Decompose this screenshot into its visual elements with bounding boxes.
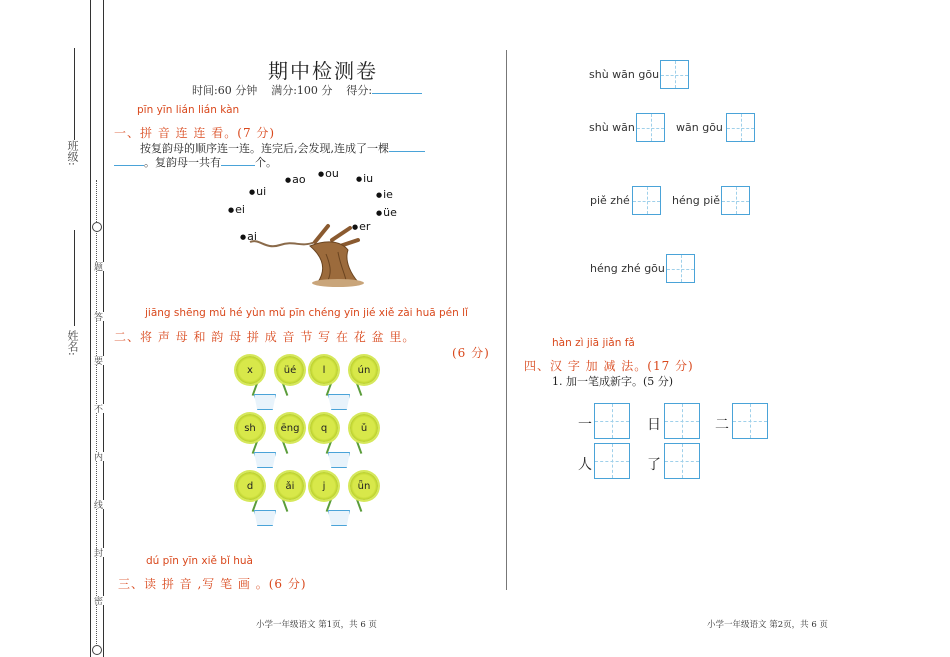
seal-char: 题 xyxy=(92,262,102,271)
stroke-box[interactable] xyxy=(660,60,689,89)
dot-er[interactable]: ● er xyxy=(352,220,370,233)
flower-stem xyxy=(356,382,363,396)
stroke-label: piě zhé xyxy=(590,194,630,207)
flowerpot-vase[interactable] xyxy=(254,510,276,526)
tree-blank[interactable] xyxy=(389,151,425,152)
dot-ui[interactable]: ● ui xyxy=(249,185,266,198)
section2-heading: 二、将 声 母 和 韵 母 拼 成 音 节 写 在 花 盆 里。 xyxy=(114,330,416,344)
answer-box[interactable] xyxy=(664,403,700,439)
flower-stem xyxy=(356,498,363,512)
section2-pinyin: jiāng shēng mǔ hé yùn mǔ pīn chéng yīn jié xiě zài huā pén lǐ xyxy=(145,307,468,319)
time-label: 时间:60 分钟 xyxy=(192,84,258,97)
flower-letter: ǖn xyxy=(350,472,378,500)
got-label: 得分: xyxy=(346,84,373,97)
section4-pinyin: hàn zì jiā jiǎn fǎ xyxy=(552,337,635,349)
footer-right: 小学一年级语文 第2页，共 6 页 xyxy=(707,620,828,630)
section1-instruction-2: 。复韵母一共有 个。 xyxy=(114,154,277,170)
flowerpot[interactable] xyxy=(306,472,386,530)
flower-stem xyxy=(356,440,363,454)
answer-box[interactable] xyxy=(732,403,768,439)
base-char: 日 xyxy=(647,417,661,433)
stroke-label: shù wān xyxy=(589,121,635,134)
section4-q1: 1. 加一笔成新字。(5 分) xyxy=(552,375,674,388)
flower-stem xyxy=(282,498,289,512)
tree-trunk-illustration xyxy=(240,220,370,290)
seal-char: 内 xyxy=(92,452,102,461)
flower-letter: ǎi xyxy=(276,472,304,500)
section2-points: (6 分) xyxy=(452,346,490,360)
flower-stem xyxy=(326,440,333,454)
binding-border-right xyxy=(103,0,104,657)
stroke-label: wān gōu xyxy=(676,121,723,134)
dot-ai[interactable]: ● ai xyxy=(240,230,257,243)
flower-letter: j xyxy=(310,472,338,500)
footer-left: 小学一年级语文 第1页，共 6 页 xyxy=(256,620,377,630)
dot-ue[interactable]: ● üe xyxy=(376,206,397,219)
header-info xyxy=(192,82,422,98)
section3-pinyin: dú pīn yīn xiě bǐ huà xyxy=(146,555,253,567)
base-char: 一 xyxy=(578,417,592,433)
flower-letter: sh xyxy=(236,414,264,442)
section1-instruction: 按复韵母的顺序连一连。连完后,会发现,连成了一棵 xyxy=(140,140,425,156)
dot-ie[interactable]: ● ie xyxy=(376,188,393,201)
dot-ou[interactable]: ● ou xyxy=(318,167,339,180)
binding-circle-top xyxy=(92,222,102,232)
dot-ei[interactable]: ● ei xyxy=(228,203,245,216)
section1-heading: 一、拼 音 连 连 看。(7 分) xyxy=(114,126,276,140)
flowerpot[interactable] xyxy=(232,356,312,414)
stroke-box[interactable] xyxy=(726,113,755,142)
stroke-box[interactable] xyxy=(632,186,661,215)
flower-stem xyxy=(326,498,333,512)
stroke-label: shù wān gōu xyxy=(589,68,660,81)
base-char: 人 xyxy=(578,457,592,473)
name-blank xyxy=(74,230,75,326)
stroke-label: héng zhé gōu xyxy=(590,262,665,275)
seal-char: 线 xyxy=(92,500,102,509)
seal-char: 封 xyxy=(92,548,102,557)
score-label: 满分:100 分 xyxy=(271,84,333,97)
answer-box[interactable] xyxy=(594,443,630,479)
flowerpot-vase[interactable] xyxy=(254,452,276,468)
flower-letter: ún xyxy=(350,356,378,384)
seal-char: 要 xyxy=(92,356,102,365)
page-title: 期中检测卷 xyxy=(268,59,378,83)
stroke-box[interactable] xyxy=(721,186,750,215)
flowerpot-vase[interactable] xyxy=(328,510,350,526)
flowerpot-vase[interactable] xyxy=(328,394,350,410)
class-label: 班级: xyxy=(66,140,79,166)
flowerpot-vase[interactable] xyxy=(328,452,350,468)
flower-stem xyxy=(282,382,289,396)
tree-blank-2[interactable] xyxy=(114,165,144,166)
seal-char: 答 xyxy=(92,312,102,321)
binding-border-left xyxy=(90,0,91,657)
flowerpot[interactable] xyxy=(306,414,386,472)
flower-stem xyxy=(326,382,333,396)
flower-letter: l xyxy=(310,356,338,384)
flowerpot[interactable] xyxy=(232,472,312,530)
page-divider xyxy=(506,50,507,590)
flower-letter: x xyxy=(236,356,264,384)
seal-char: 密 xyxy=(92,596,102,605)
flowerpot-vase[interactable] xyxy=(254,394,276,410)
flower-letter: q xyxy=(310,414,338,442)
base-char: 二 xyxy=(715,417,729,433)
count-blank[interactable] xyxy=(221,165,255,166)
flower-letter: üé xyxy=(276,356,304,384)
answer-box[interactable] xyxy=(594,403,630,439)
stroke-box[interactable] xyxy=(666,254,695,283)
class-blank xyxy=(74,48,75,140)
base-char: 了 xyxy=(647,457,661,473)
dot-iu[interactable]: ● iu xyxy=(356,172,373,185)
stroke-label: héng piě xyxy=(672,194,720,207)
stroke-box[interactable] xyxy=(636,113,665,142)
flower-stem xyxy=(252,382,259,396)
flower-letter: d xyxy=(236,472,264,500)
name-label: 姓名: xyxy=(66,330,79,356)
section1-pinyin: pīn yīn lián lián kàn xyxy=(137,104,240,116)
answer-box[interactable] xyxy=(664,443,700,479)
score-blank[interactable] xyxy=(372,93,422,94)
flower-stem xyxy=(252,440,259,454)
section4-heading: 四、汉 字 加 减 法。(17 分) xyxy=(524,359,694,373)
flowerpot[interactable] xyxy=(306,356,386,414)
binding-dotted-line xyxy=(96,180,97,650)
flowerpot[interactable] xyxy=(232,414,312,472)
section3-heading: 三、读 拼 音 ,写 笔 画 。(6 分) xyxy=(118,577,307,591)
flower-stem xyxy=(252,498,259,512)
flower-letter: ǔ xyxy=(350,414,378,442)
dot-ao[interactable]: ● ao xyxy=(285,173,306,186)
flower-stem xyxy=(282,440,289,454)
flower-letter: ēng xyxy=(276,414,304,442)
binding-circle-bottom xyxy=(92,645,102,655)
seal-char: 不 xyxy=(92,404,102,413)
